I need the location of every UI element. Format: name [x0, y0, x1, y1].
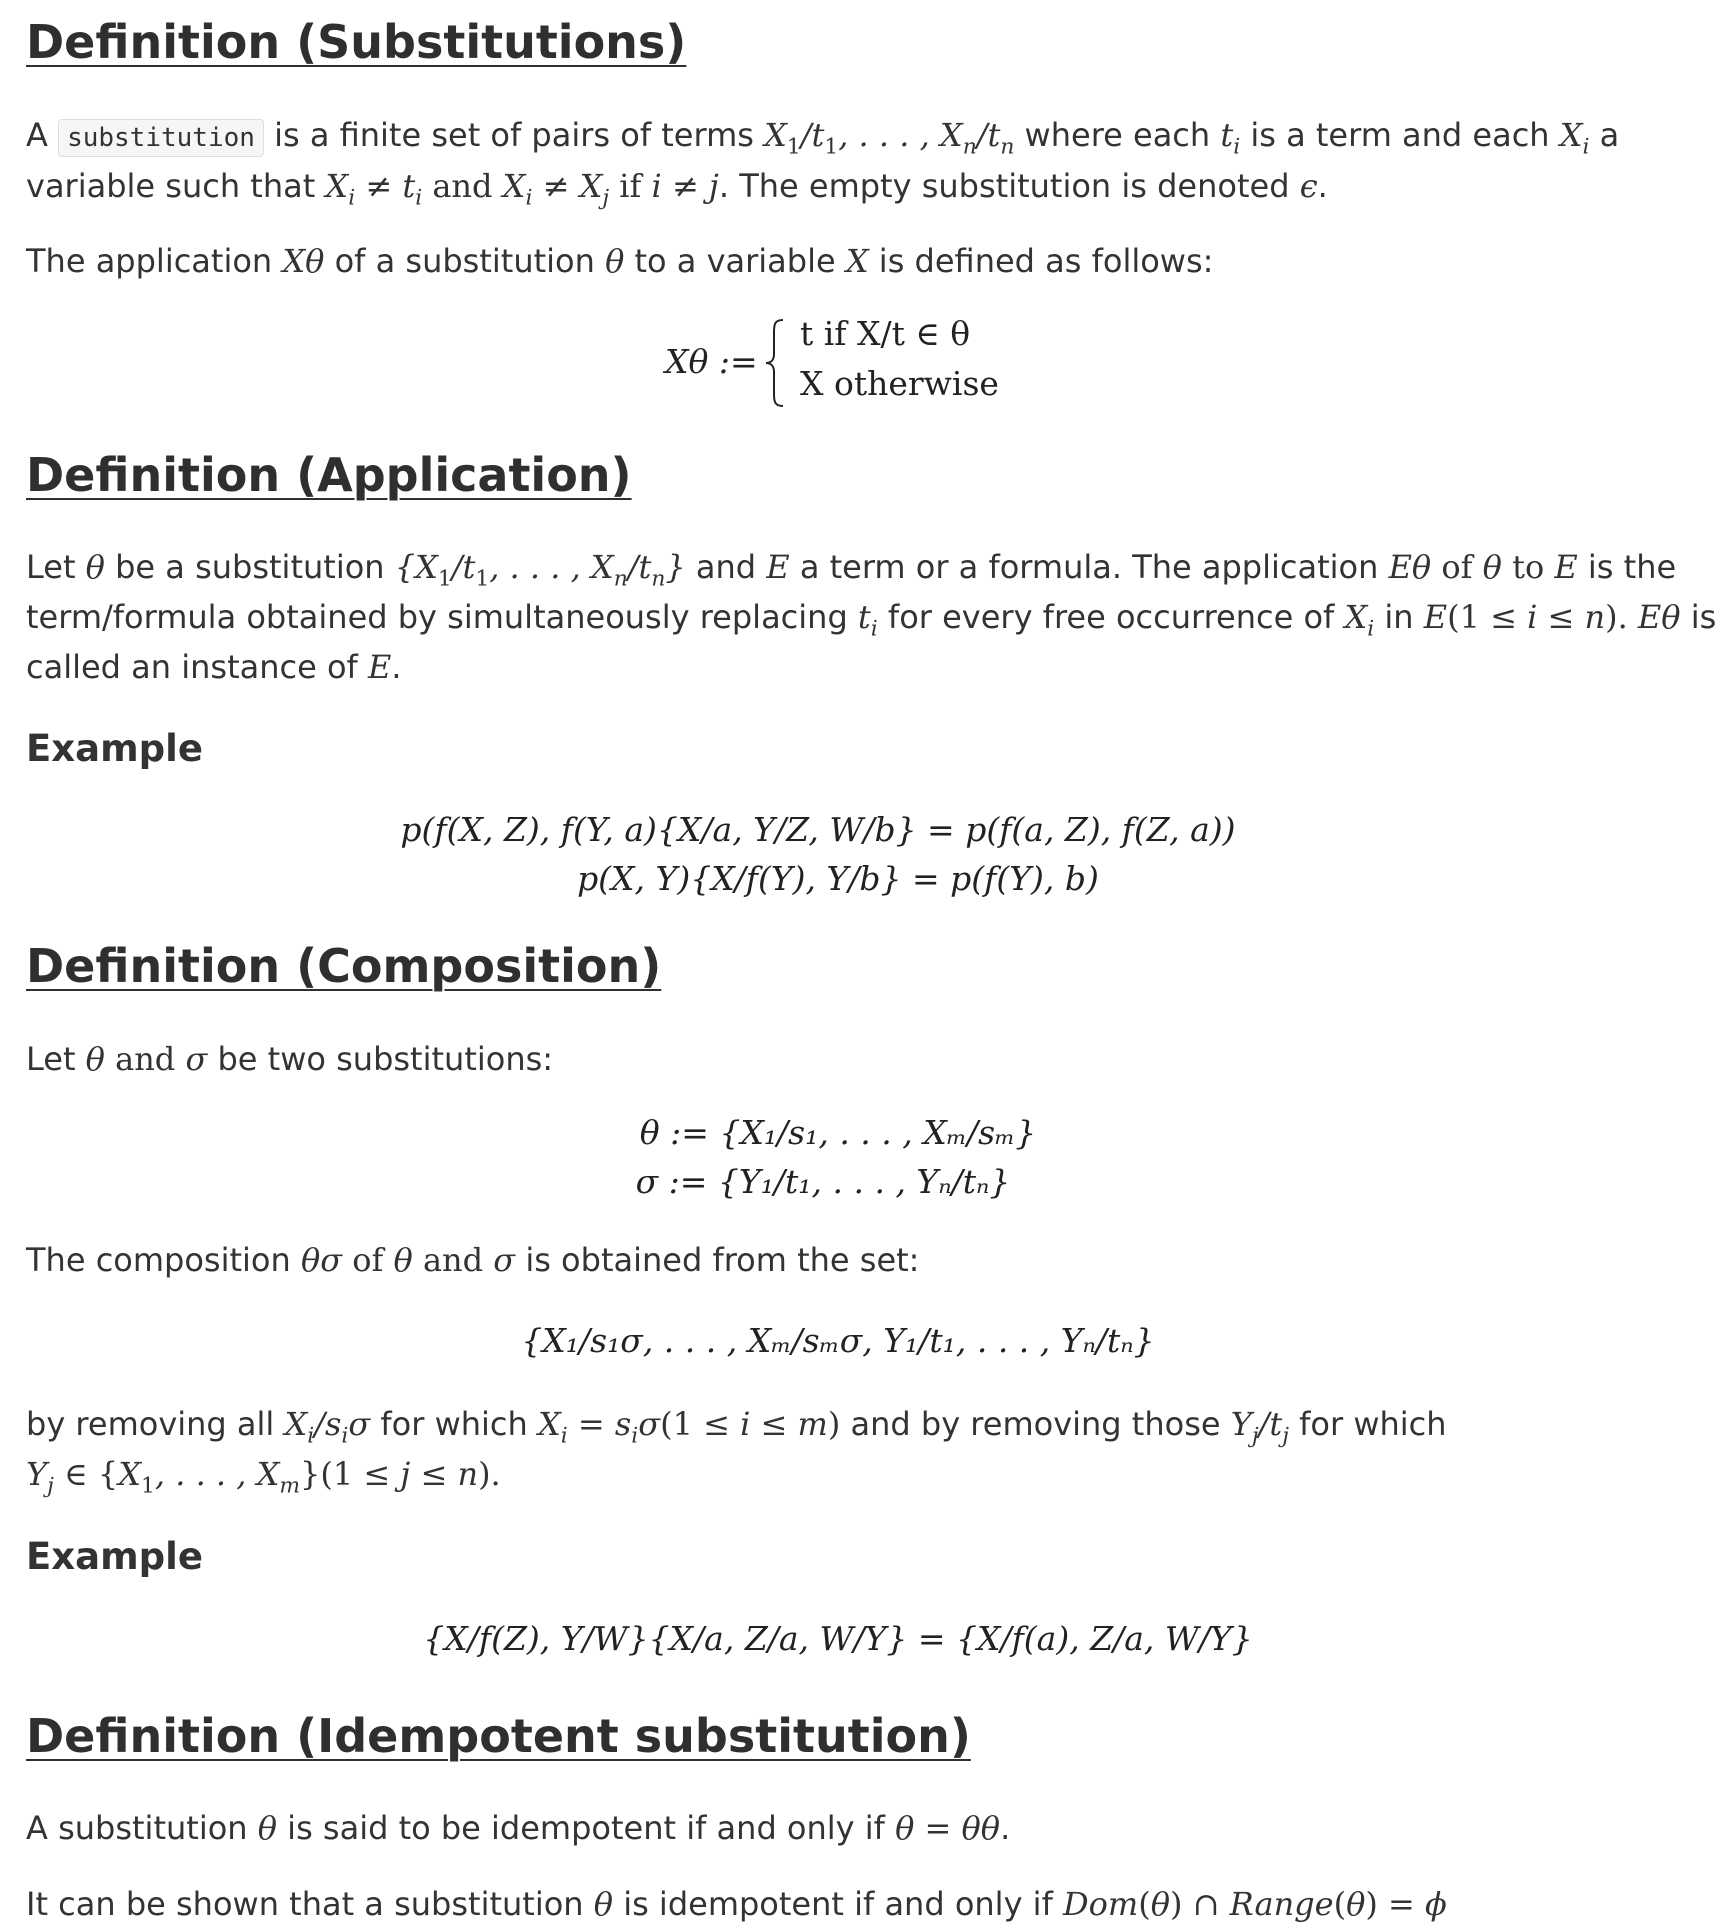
- application-example-eq1: p(f(X, Z), f(Y, a){X/a, Y/Z, W/b} = p(f(a, Z), f(Z, a)): [400, 810, 1236, 849]
- sigma-definition-eq: σ := {Y₁/t₁, . . . , Yₙ/tₙ}: [635, 1162, 1011, 1201]
- heading-application: Definition (Application): [26, 448, 632, 502]
- substitution-code-term: substitution: [58, 119, 264, 157]
- idempotent-characterization: It can be shown that a substitution θ is idempotent if and only if Dom(θ) ∩ Range(θ) = ϕ: [26, 1885, 1447, 1923]
- application-definition-line2: term/formula obtained by simultaneously replacing $t_i$ for every free occurrence of $X_i$ in E(1 ≤ i ≤ n). Eθ is: [26, 598, 1716, 642]
- application-example-eq2: p(X, Y){X/f(Y), Y/b} = p(f(Y), b): [577, 859, 1099, 898]
- example-label-application: Example: [26, 727, 203, 770]
- theta-definition-eq: θ := {X₁/s₁, . . . , Xₘ/sₘ}: [639, 1113, 1037, 1152]
- composition-removal-line1: by removing all $X_i/s_i\sigma$ for which $X_i = s_i\sigma(1 \le i \le m)$ and by removing those $Y_j/t_j$ for which: [26, 1405, 1447, 1449]
- composition-definition: The composition θσ of θ and σ is obtained from the set:: [26, 1241, 920, 1279]
- heading-idempotent: Definition (Idempotent substitution): [26, 1709, 971, 1763]
- composition-removal-line2: $Y_j$ ∈ {$X_1$, . . . , $X_m\}(1 \le j \le n)$.: [26, 1455, 501, 1499]
- application-intro: The application Xθ of a substitution θ to a variable X is defined as follows:: [26, 242, 1214, 280]
- composition-set-eq: {X₁/s₁σ, . . . , Xₘ/sₘσ, Y₁/t₁, . . . , Yₙ/tₙ}: [521, 1321, 1155, 1360]
- heading-composition: Definition (Composition): [26, 939, 662, 993]
- idempotent-definition: A substitution θ is said to be idempotent if and only if θ = θθ.: [26, 1809, 1011, 1847]
- composition-intro: Let θ and σ be two substitutions:: [26, 1040, 554, 1078]
- substitution-definition-line1: A substitution is a finite set of pairs of terms $X_1/t_1$, . . . , $X_n/t_n$ where each $t_i$ is a term and each $X_i$ a: [26, 116, 1620, 160]
- left-brace-icon: [765, 318, 785, 408]
- application-definition-line3: called an instance of E.: [26, 648, 402, 686]
- heading-substitutions: Definition (Substitutions): [26, 15, 687, 69]
- application-definition-line1: Let θ be a substitution {$X_1/t_1$, . . . , $X_n/t_n$} and E a term or a formula. The application Eθ of θ to E is the: [26, 548, 1677, 592]
- application-cases-equation: Xθ := t if X/t ∈ θ X otherwise: [665, 318, 1005, 418]
- substitution-definition-line2: variable such that $X_i \ne t_i$ and $X_i \ne X_j$ if i ≠ j. The empty substitution is denoted ϵ.: [26, 167, 1328, 211]
- example-label-composition: Example: [26, 1535, 203, 1578]
- composition-example-eq: {X/f(Z), Y/W}{X/a, Z/a, W/Y} = {X/f(a), Z/a, W/Y}: [423, 1619, 1253, 1658]
